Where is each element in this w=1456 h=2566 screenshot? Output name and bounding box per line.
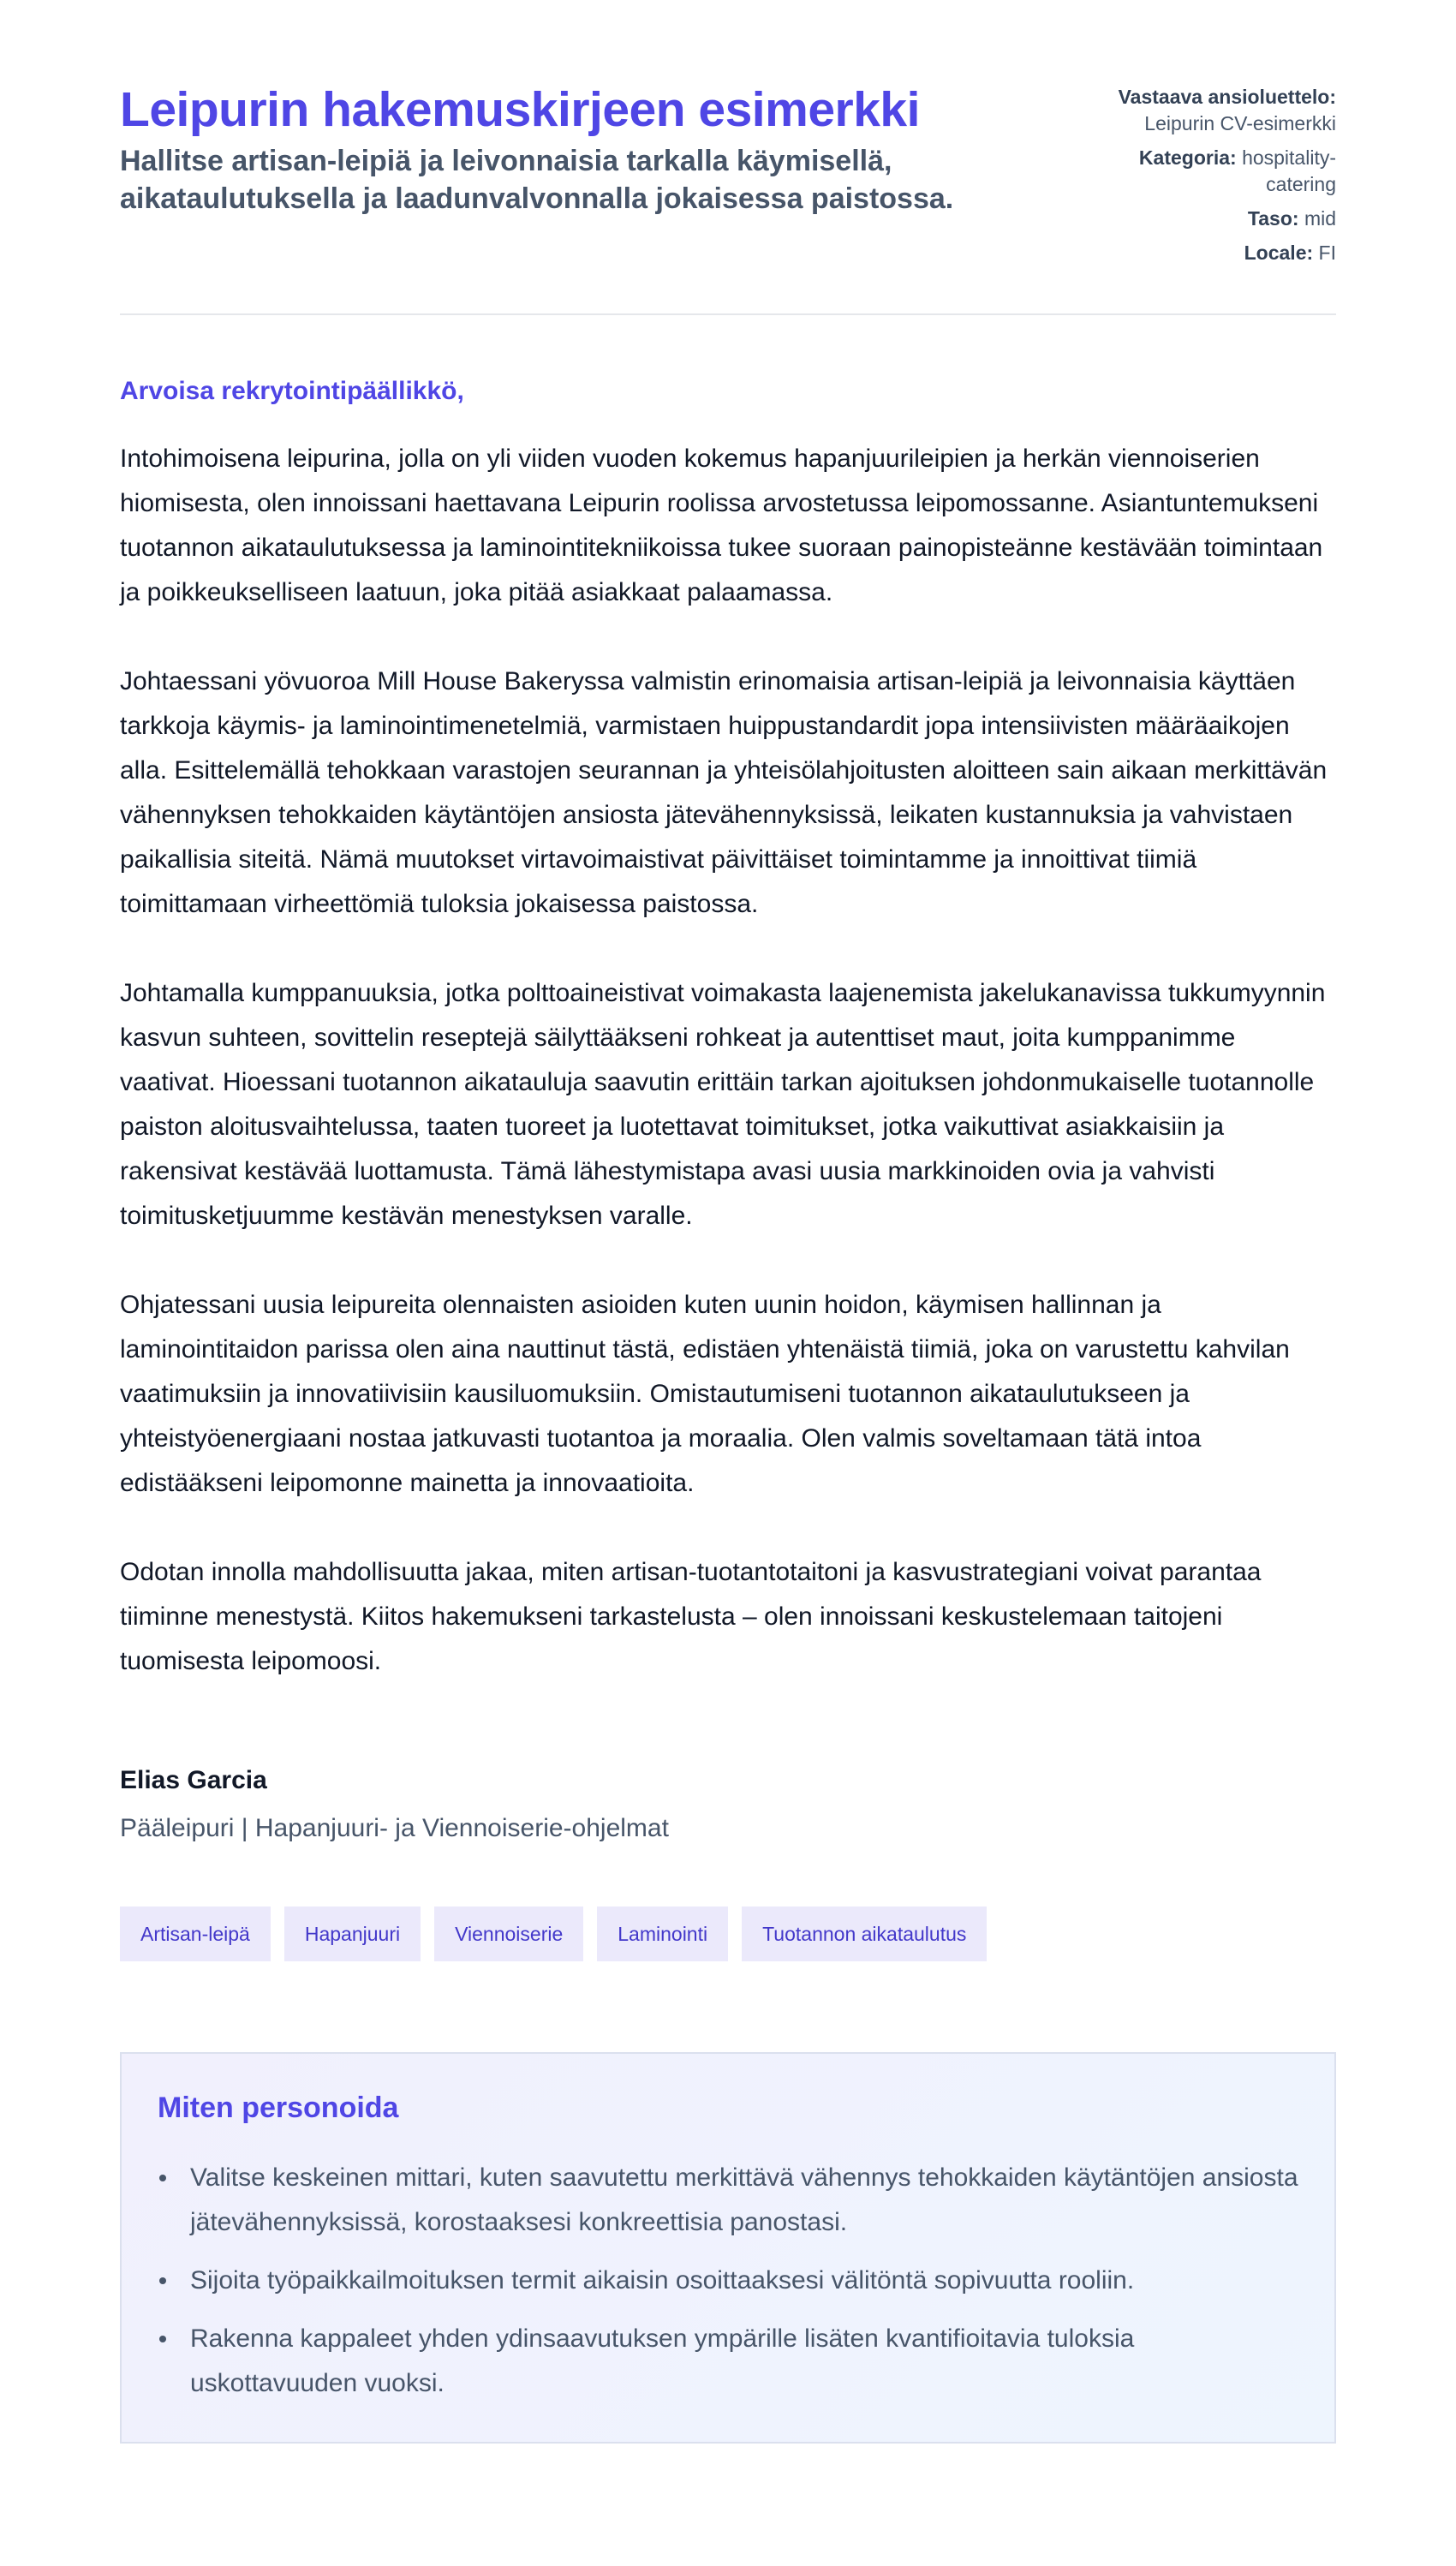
tips-list [158,2156,1298,2406]
skill-tag: Hapanjuuri [284,1907,421,1961]
skill-tag: Laminointi [597,1907,728,1961]
meta-category-label: Kategoria: [1138,146,1237,170]
skill-tag: Viennoiserie [434,1907,583,1961]
bullet-icon [159,2175,166,2181]
skill-tag: Tuotannon aikataulutus [742,1907,987,1961]
tip-text: Rakenna kappaleet yhden ydinsaavutuksen ympärille lisäten kvantifioitavia tuloksia uskottavuuden vuoksi. [190,2324,1135,2398]
meta-locale [1079,240,1336,266]
letter-greeting: Arvoisa rekrytointipäällikkö, [120,377,464,406]
meta-level-label: Taso: [1247,207,1299,230]
meta-category [1079,145,1336,198]
cover-letter-page [120,0,1336,2444]
letter-paragraph: Odotan innolla mahdollisuutta jakaa, miten artisan-tuotantotaitoni ja kasvustrategiani voivat parantaa tiiminne menestystä. Kiitos hakemukseni tarkastelusta – olen innoissani keskustelemaan taitojeni tuomisesta leipomoosi. [120,1558,1262,1676]
meta-resume-label: Vastaava ansioluettelo: [1118,86,1336,108]
tip-text: Valitse keskeinen mittari, kuten saavutettu merkittävä vähennys tehokkaiden käytäntöjen ansiosta jätevähennyksissä, korostaaksesi konkreettisia panostasi. [190,2163,1298,2237]
meta-panel [1079,84,1336,274]
skill-tag: Artisan-leipä [120,1907,271,1961]
letter-body [120,437,1336,1684]
tip-item [190,2317,1298,2406]
page-header [120,82,1336,315]
letter-paragraph: Johtaessani yövuoroa Mill House Bakeryssa valmistin erinomaisia artisan-leipiä ja leivonnaisia käyttäen tarkkoja käymis- ja laminointimenetelmiä, varmistaen huippustandardit jopa intensiivisten määräaikojen alla. Esittelemällä tehokkaan varastojen seurannan ja yhteisölahjoitusten aloitteen sain aikaan merkittävän vähennyksen tehokkaiden käytäntöjen ansiosta jätevähennyksissä, leikaten kustannuksia ja vahvistaen paikallisia siteitä. Nämä muutokset virtavoimaistivat päivittäiset toimintamme ja innoittivat tiimiä toimittamaan virheettömiä tuloksia jokaisessa paistossa. [120,667,1328,919]
meta-level [1079,206,1336,232]
signature-block [120,1766,1336,1843]
tips-title: Miten personoida [158,2092,399,2125]
page-title: Leipurin hakemuskirjeen esimerkki [120,82,920,137]
skill-tags [120,1907,1336,1961]
page-subtitle: Hallitse artisan-leipiä ja leivonnaisia tarkalla käymisellä, aikataulutuksella ja laadunvalvonnalla jokaisessa paistossa. [120,144,954,215]
meta-locale-label: Locale: [1244,242,1314,265]
meta-resume [1079,84,1336,137]
letter-paragraph: Johtamalla kumppanuuksia, jotka polttoaineistivat voimakasta laajenemista jakelukanavissa tukkumyynnin kasvun suhteen, sovittelin reseptejä säilyttääkseni rohkeat ja autenttiset maut, joita kumppanimme vaativat. Hioessani tuotannon aikatauluja saavutin erittäin tarkan ajoituksen johdonmukaiselle tuotannolle paiston aloitusvaihtelussa, taaten tuoreet ja luotettavat toimitukset, jotka vaikuttivat asiakkaisiin ja rakensivat kestävää luottamusta. Tämä lähestymistapa avasi uusia markkinoiden ovia ja vahvisti toimitusketjuumme kestävän menestyksen varalle. [120,979,1326,1231]
meta-resume-link[interactable]: Leipurin CV-esimerkki [1144,112,1336,135]
meta-category-value: hospitality-catering [1242,146,1336,196]
title-block [120,82,1062,218]
tip-text: Sijoita työpaikkailmoituksen termit aikaisin osoittaaksesi välitöntä sopivuutta rooliin. [190,2266,1135,2295]
signature-name: Elias Garcia [120,1766,267,1795]
tip-item [190,2259,1298,2303]
personalization-tips [120,2052,1336,2444]
bullet-icon [159,2277,166,2284]
signature-title: Pääleipuri | Hapanjuuri- ja Viennoiserie-ohjelmat [120,1814,669,1843]
meta-level-value: mid [1304,207,1336,230]
letter-paragraph: Ohjatessani uusia leipureita olennaisten asioiden kuten uunin hoidon, käymisen hallinnan ja laminointitaidon parissa olen aina nauttinut tästä, edistäen yhtenäistä tiimiä, joka on varustettu kahvilan vaatimuksiin ja innovatiivisiin kausiluomuksiin. Omistautumiseni tuotannon aikataulutukseen ja yhteistyöenergiaani nostaa jatkuvasti tuotantoa ja moraalia. Olen valmis soveltamaan tätä intoa edistääkseni leipomonne mainetta ja innovaatioita. [120,1291,1290,1498]
letter-paragraph: Intohimoisena leipurina, jolla on yli viiden vuoden kokemus hapanjuurileipien ja herkän viennoiserien hiomisesta, olen innoissani haettavana Leipurin roolissa arvostetussa leipomossanne. Asiantuntemukseni tuotannon aikataulutuksessa ja laminointitekniikoissa tukee suoraan painopisteänne kestävään toimintaan ja poikkeukselliseen laatuun, joka pitää asiakkaat palaamassa. [120,445,1323,607]
meta-locale-value: FI [1318,242,1336,265]
bullet-icon [159,2336,166,2342]
tip-item [190,2156,1298,2245]
